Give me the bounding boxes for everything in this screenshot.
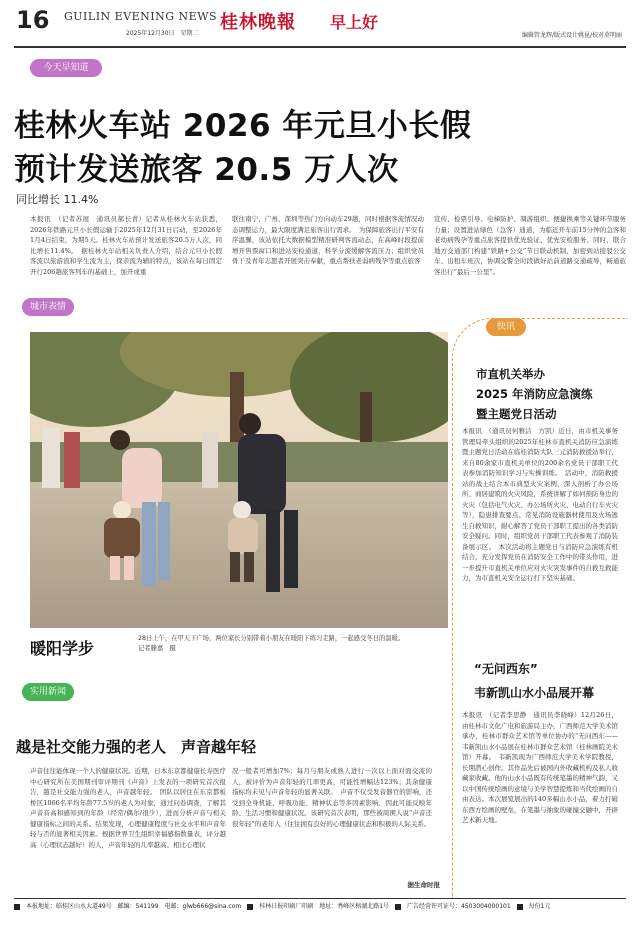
lead-column-3: 宣传、检票引导、电梯防护、凋游组织、便捷换乘等关键环节服务力量；设置进站绿色（急客）通道，为临近开车前15分钟的急客和老幼病残孕等重点旅客提供优先验证、优先安检服务。同时，联合地方交通部门构建“铁路+公交”节日联动机制，加密到站接驳公交车、出租车班次，协调交警全时段做好站前道路交通疏导，畅通旅客出行“最后一公里”。 [434,215,626,276]
flash-news-tag: 快讯 [486,318,526,336]
flash-news-title-line2: 2025 年消防应急演练 [476,387,593,401]
flash-news-title-line1: 市直机关举办 [476,367,545,381]
news-photo-toddlers-walking [30,332,448,628]
practical-column-2: 况一般者可增加7%；每月与朋友或熟人进行一次以上面对面交流的人，被评价为声音年轻的几率更高，可能性增幅达123%；其余健康指标均未见与声音年轻的显著关联。 声音不仅受发音器官的影响，还受到全身机能、呼吸功能、精神状态等多因素影响，因此可能反映年龄、生活习惯和健康状况。该研究首次表明，那些被周围人说“声音还很年轻”的老年人（往往拥有良好的心理健康状态和积极的人际关系。 [232,767,432,828]
photo-illustration [30,332,448,628]
newspaper-logo: 桂林晚報 [220,12,296,33]
footer-license: 广告经营许可证号：4503004000101 [407,903,511,910]
footer [14,900,626,914]
masthead-english: GUILIN EVENING NEWS [64,10,218,23]
footer-printer: 桂林日报印刷厂印刷 地址：秀峰区榕湖北路1号 [259,903,390,910]
footer-price: 每份1元 [528,903,551,910]
photo-title: 暖阳学步 [30,639,95,658]
header-divider [14,46,626,48]
exhibition-body: 本报讯 （记者李思静 通讯员李晓峰）12月26日，由桂林市文化广电和旅游局主办，广西师范大学美术馆承办，桂林市群众艺术馆等单位协办的“无问西东——韦新凯山水小品展在桂林市群众艺术馆（桂林画院美术馆）开幕。 韦新凯现为广西师范大学美术学院教授，长期潜心创作。其作品先后被国内外收藏机构及私人收藏家收藏。他的山水小品既有传统笔墨的精神气韵，又以中国传统绘画的意境与美学智慧提炼和当代绘画的自由表达。本次展览展出的140多幅山水小品，着力打破东西方绘画的壁垒，在笔墨与抽象的碰撞交融中，开辟艺术新天地。 [462,711,618,825]
practical-column-1: 声音往往能体现一个人的健康状况。近期，日本东京都健康长寿医疗中心研究所在美国期刊审评期刊《声音》上发表的一项研究首次报告，越是社交能力强的老人，声音越年轻。 团队以居住在东京都板桥区1066名平均年龄77.5岁的老人为对象，通过问卷调查，了解其声音音高和感知到的年龄（经常/偶尔/很少），进而分析声音与相关健康指标之间的关系。结果发现，心理健康程度与社交水平和声音年轻与否的显著相关因素。根据世界卫生组织幸福感指数量表，评分越高（心理状态越好）的人，声音年轻的几率越高。相比心理状 [30,767,226,849]
flash-news-body: 本报讯 （通讯员何雅洁 方凯）近日，由市机关事务管理局牵头组织的2025年桂林市直机关消防应急演练暨主题党日活动在临桂消防大队三元消防救援站举行，来自80余家市直机关单位的200余名党员干部职工代表参加消防知识学习与实操训练。 活动中，消防救援站的战士结合本市典型火灾案例，深入剖析了办公场所、商居建筑的火灾风险，系统讲解了如何预防身边的火灾（包括电气火灾、办公场所火灾、电动自行车火灾等），隐患排查要点、常见消防设施器材使用及火场逃生自救知识，耐心解答了党员干部职工提出的各类消防安全疑问。同时，组织党员干部职工代表参观了消防装备展示区。 本次活动将主题党日与消防应急演练有机结合，充分发挥党员在消防安全工作中的带头作用，进一步提升市直机关单位应对火灾突发事件的自救互救能力，为市直机关安全运行打下坚实基础。 [462,427,618,583]
today-tag: 今天早知道 [30,59,102,77]
section-logo: 早上好 [330,13,379,32]
lead-subhead: 同比增长 11.4% [16,193,99,206]
issue-date: 2025年12月30日 星期二 [126,30,199,37]
masthead [0,0,640,48]
exhibition-title: 韦新凯山水小品展开幕 [474,686,595,700]
photo-caption: 28日上午，在甲天下广场，两位家长分别带着小朋友在暖阳下练习走路，一起感受冬日的温暖。 记者滕嘉 摄 [138,635,477,653]
practical-source-credit: 据生命时报 [407,881,440,889]
footer-bullet-icon [517,904,523,910]
exhibition-quote-title: “无问西东” [474,662,538,676]
lead-column-2: 联往南宁、广州、深圳等热门方向动车29趟，同时根据客流情况动态调整运力，最大限度满足旅客出行需求。 为保障旅客出行平安有序温馨，该站依托大数据模型精准研判客流动态，在高峰时段提前增开售票窗口和进站安检通道，科学分流缓解客流压力；组织党员骨干及青年志愿者开展突击奉献，重点帮扶老弱病残孕等重点旅客 [232,215,424,266]
practical-tag: 实用新闻 [22,683,74,701]
lead-column-1: 本报讯 （记者苏展 通讯员郝长青）记者从桂林火车站获悉，2026年铁路元旦小长假运输于2025年12月31日启动，至2026年1月4日结束，为期5天。桂林火车站预计发送旅客20.5万人次，同比增长11.4%。 据桂林火车站相关负责人介绍，结合元旦小长假客流以旅游流和学生流为主，探亲流为辅的特点，该站在每日固定开行206趟旅客列车的基础上，加开或重 [30,215,222,276]
lead-headline-line2: 预计发送旅客 20.5 万人次 [14,152,399,188]
lead-headline-line1: 桂林火车站 2026 年元旦小长假 [14,108,472,144]
footer-divider [14,898,626,899]
page-number: 16 [16,6,50,34]
city-tag: 城市表情 [22,298,74,316]
footer-address: 本报地址：临桂区山水大道49号 邮编：541199 电邮：glwb666@sina.com [26,903,242,910]
practical-headline: 越是社交能力强的老人 声音越年轻 [16,738,257,756]
footer-bullet-icon [247,904,253,910]
flash-news-title-line3: 暨主题党日活动 [476,407,557,421]
footer-bullet-icon [14,904,20,910]
editor-credits: 编辑管龙辉/版式设计姚昆/校对莫明丽 [522,32,623,39]
footer-bullet-icon [395,904,401,910]
